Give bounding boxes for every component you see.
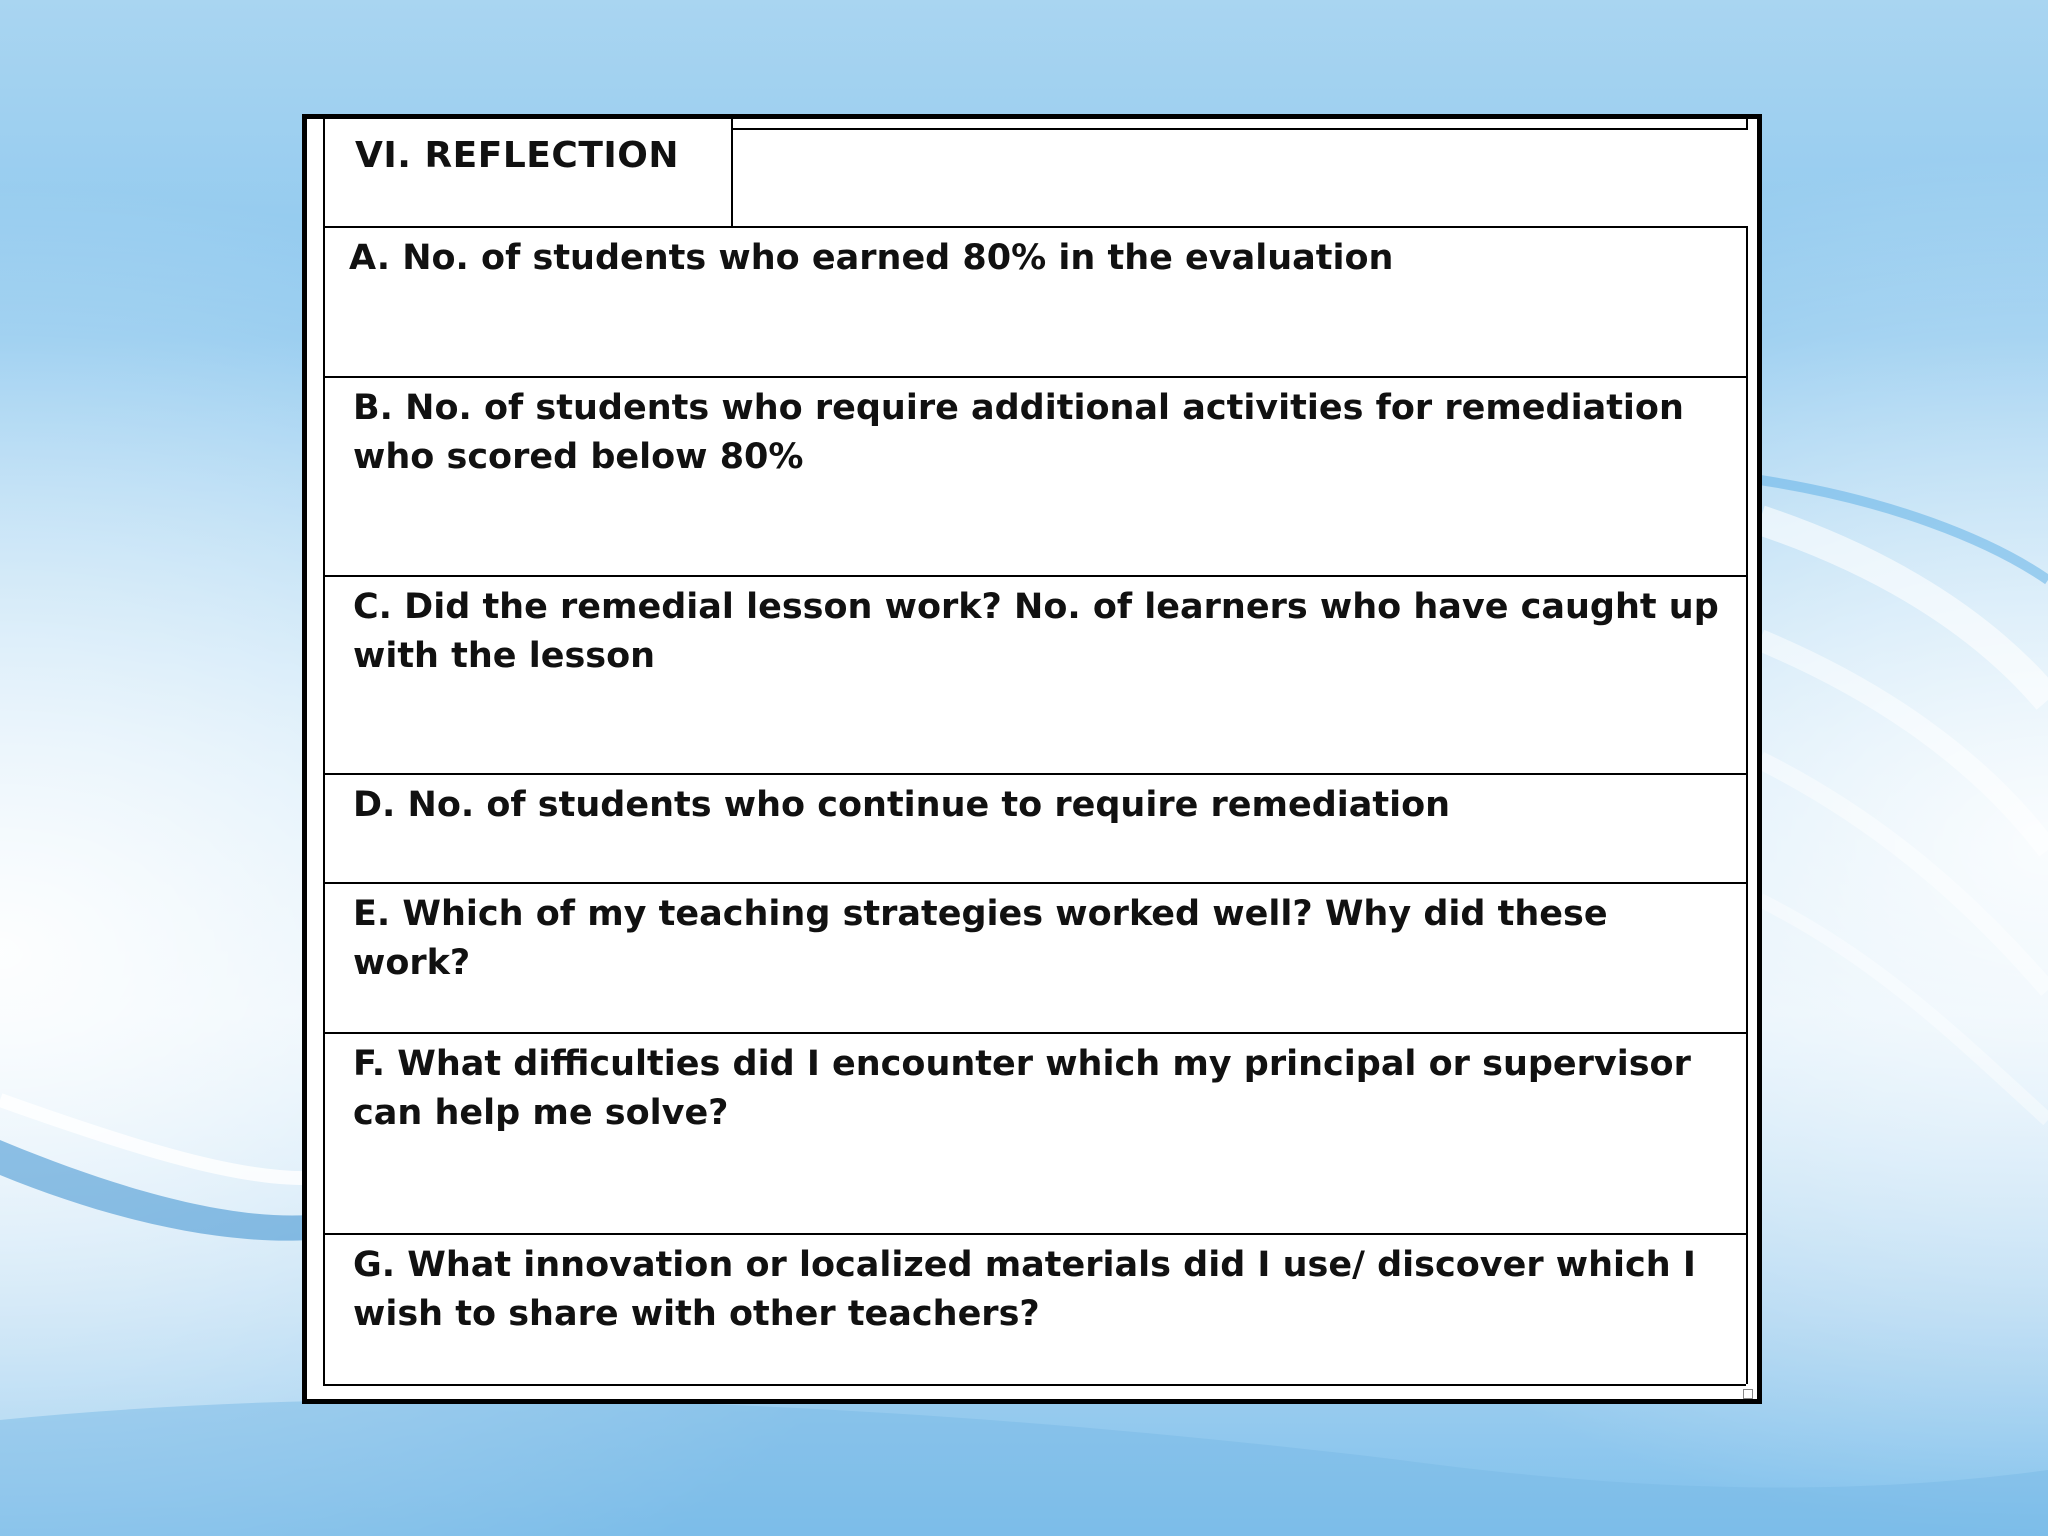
table-row-e bbox=[325, 882, 1748, 1032]
reflection-table-frame bbox=[302, 114, 1762, 1404]
question-g: G. What innovation or localized materials did I use/ discover which I wish to share with other teachers? bbox=[353, 1245, 1696, 1334]
header-cell bbox=[325, 119, 733, 226]
question-c: C. Did the remedial lesson work? No. of learners who have caught up with the lesson bbox=[353, 587, 1719, 676]
question-e: E. Which of my teaching strategies worked well? Why did these work? bbox=[353, 894, 1608, 983]
question-f: F. What difficulties did I encounter which my principal or supervisor can help me solve? bbox=[353, 1044, 1691, 1133]
reflection-table bbox=[323, 119, 1746, 1386]
question-b: B. No. of students who require additional activities for remediation who scored below 80% bbox=[353, 388, 1684, 477]
header-divider-right bbox=[1746, 119, 1748, 130]
table-row-b bbox=[325, 376, 1748, 575]
header-divider bbox=[733, 128, 1748, 130]
table-row-d bbox=[325, 773, 1748, 882]
question-d: D. No. of students who continue to require remediation bbox=[353, 785, 1451, 825]
table-row-f bbox=[325, 1032, 1748, 1233]
table-row-a bbox=[325, 226, 1748, 376]
table-row-g bbox=[325, 1233, 1748, 1384]
table-header-row bbox=[325, 119, 1748, 226]
section-heading: VI. REFLECTION bbox=[355, 135, 680, 176]
question-a: A. No. of students who earned 80% in the evaluation bbox=[349, 238, 1394, 278]
table-row-c bbox=[325, 575, 1748, 773]
resize-handle[interactable] bbox=[1743, 1389, 1753, 1399]
